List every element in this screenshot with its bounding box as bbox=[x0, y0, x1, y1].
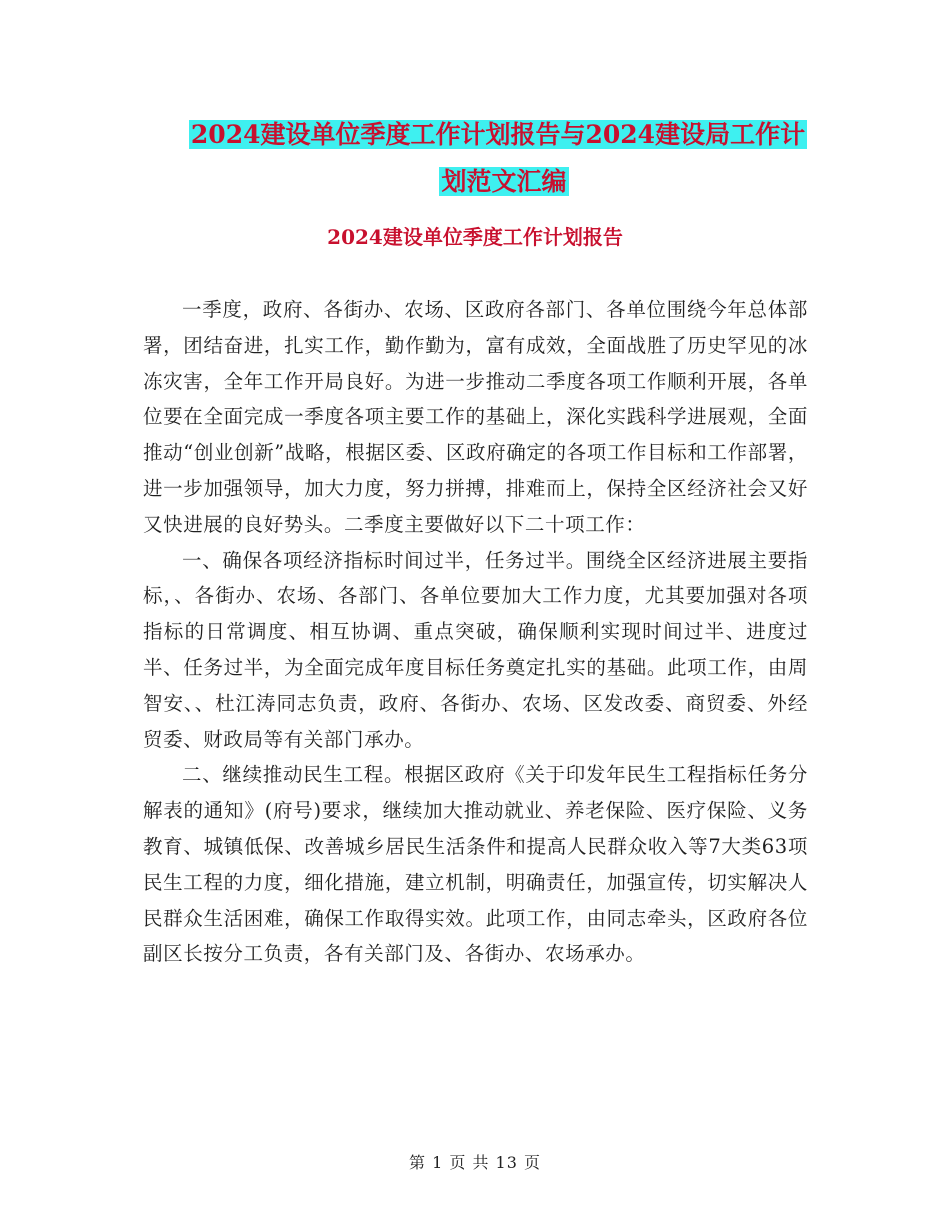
title-line-1 bbox=[0, 112, 950, 157]
page-footer: 第 1 页 共 13 页 bbox=[409, 1153, 541, 1172]
section-subtitle: 2024建设单位季度工作计划报告 bbox=[327, 225, 623, 249]
title-highlight-2: 划范文汇编 bbox=[441, 167, 567, 196]
paragraph-item-1: 一、确保各项经济指标时间过半，任务过半。围绕全区经济进展主要指标，、各街办、农场、各部门、各单位要加大工作力度，尤其要加强对各项指标的日常调度、相互协调、重点突破，确保顺利实现时间过半、进度过半、任务过半，为全面完成年度目标任务奠定扎实的基础。此项工作，由周智安、、杜江涛同志负责，政府、各街办、农场、区发改委、商贸委、外经贸委、财政局等有关部门承办。 bbox=[143, 548, 808, 751]
title-highlight-1: 2024建设单位季度工作计划报告与2024建设局工作计 bbox=[190, 120, 806, 149]
paragraph-item-2: 二、继续推动民生工程。根据区政府《关于印发年民生工程指标任务分解表的通知》(府号)要求，继续加大推动就业、养老保险、医疗保险、义务教育、城镇低保、改善城乡居民生活条件和提高人民群众收入等7大类63项民生工程的力度，细化措施，建立机制，明确责任，加强宣传，切实解决人民群众生活困难，确保工作取得实效。此项工作，由同志牵头，区政府各位副区长按分工负责，各有关部门及、各街办、农场承办。 bbox=[143, 763, 808, 966]
title-line-2 bbox=[8, 159, 950, 204]
document-title bbox=[0, 112, 950, 204]
body-text bbox=[143, 292, 808, 972]
paragraph-intro: 一季度，政府、各街办、农场、区政府各部门、各单位围绕今年总体部署，团结奋进，扎实工作，勤作勤为，富有成效，全面战胜了历史罕见的冰冻灾害，全年工作开局良好。为进一步推动二季度各项工作顺利开展，各单位要在全面完成一季度各项主要工作的基础上，深化实践科学进展观，全面推动“创业创新”战略，根据区委、区政府确定的各项工作目标和工作部署，进一步加强领导，加大力度，努力拼搏，排难而上，保持全区经济社会又好又快进展的良好势头。二季度主要做好以下二十项工作： bbox=[143, 298, 808, 536]
